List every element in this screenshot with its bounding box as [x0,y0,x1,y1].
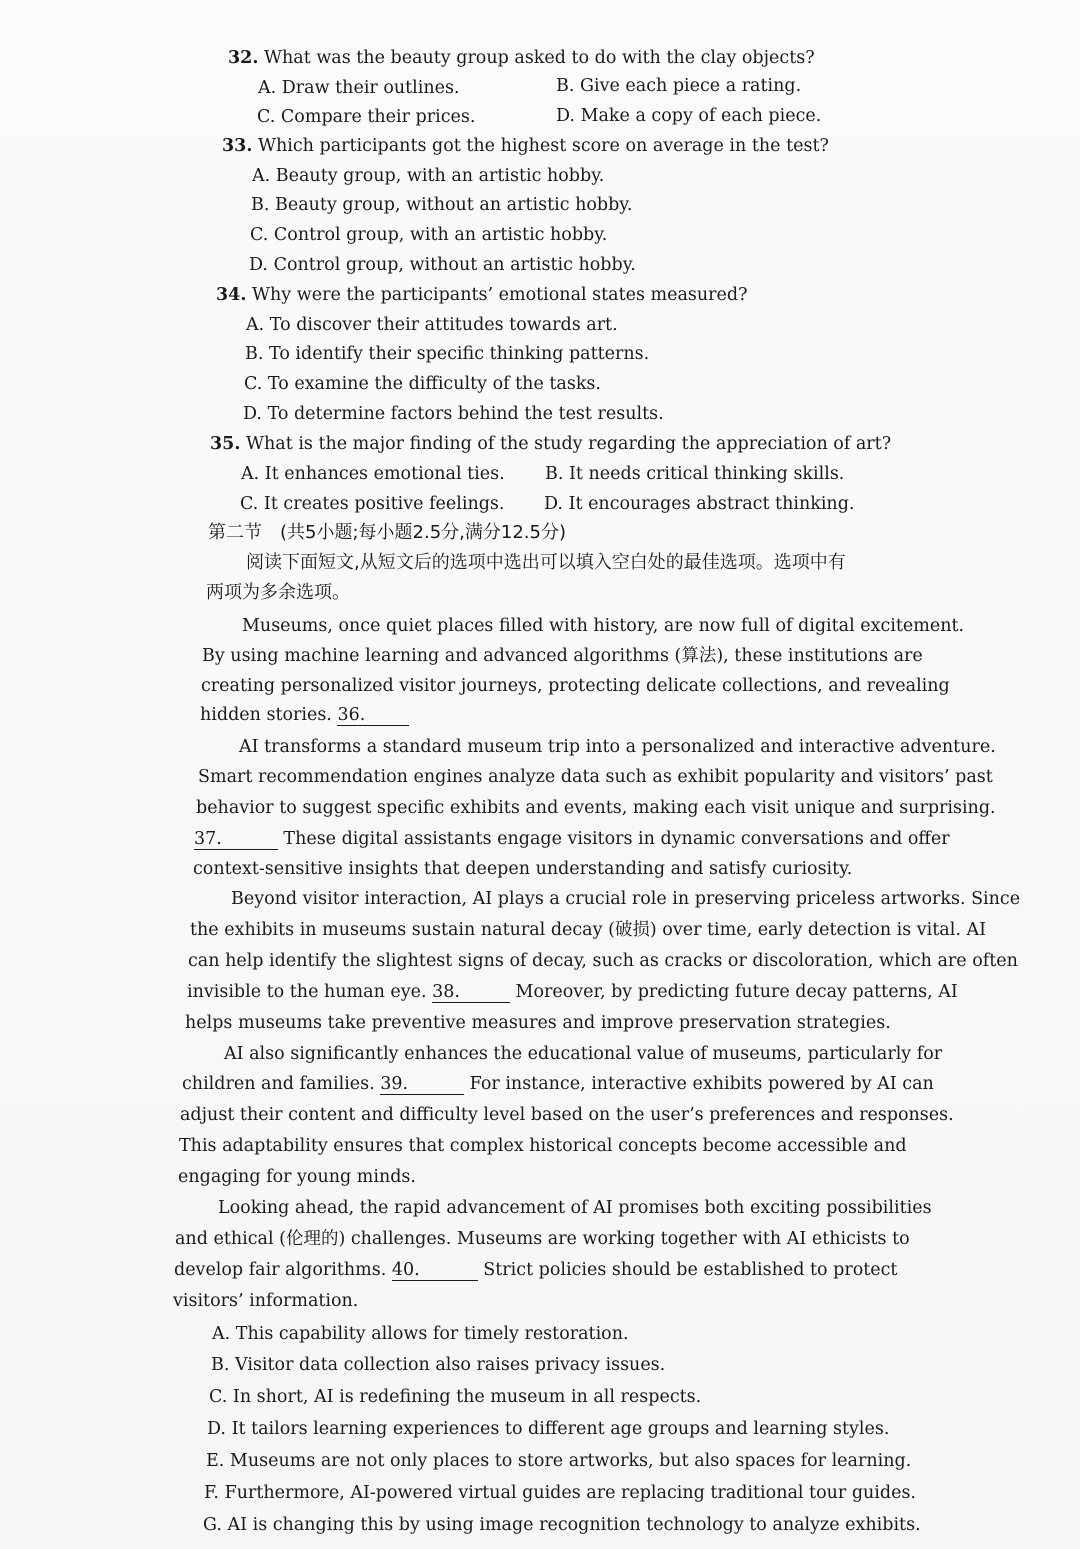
option-letter: G. [203,1515,222,1535]
option-d [207,1417,889,1441]
option-32c [257,105,475,129]
passage-line: and ethical (伦理的) challenges. Museums are working together with AI ethicists to [175,1229,910,1249]
option-text: To identify their specific thinking patterns. [269,344,650,364]
passage-line: creating personalized visitor journeys, protecting delicate collections, and revealing [201,676,950,696]
passage-line: AI transforms a standard museum trip into a personalized and interactive adventure. [239,737,996,757]
option-letter: D. [249,255,268,275]
question-number: 34. [216,285,247,305]
option-a [212,1322,629,1346]
passage-text: Moreover, by predicting future decay patterns, AI [509,982,958,1002]
option-letter: F. [204,1483,219,1503]
option-text: It needs critical thinking skills. [569,464,845,484]
passage-line: context-sensitive insights that deepen understanding and satisfy curiosity. [193,859,853,879]
question-35 [210,432,891,456]
section-heading: 第二节 (共5小题;每小题2.5分,满分12.5分) [208,522,566,543]
option-text: To discover their attitudes towards art. [269,315,618,335]
option-35b [545,462,844,486]
option-letter: C. [257,107,276,127]
blank-number: 38. [432,982,460,1002]
option-letter: D. [243,404,262,424]
option-text: Compare their prices. [280,107,476,127]
passage-line: Museums, once quiet places filled with history, are now full of digital excitement. [242,616,965,636]
passage-line: AI also significantly enhances the educational value of museums, particularly for [224,1044,943,1064]
blank-number: 40. [391,1260,420,1280]
question-32 [228,46,815,70]
blank-39[interactable] [380,1074,464,1095]
passage-text: Strict policies should be established to protect [477,1260,898,1280]
option-b [211,1353,665,1377]
option-letter: B. [211,1355,230,1375]
option-text: Furthermore, AI-powered virtual guides are replacing traditional tour guides. [224,1483,916,1503]
option-text: Control group, without an artistic hobby. [273,255,636,275]
passage-line: behavior to suggest specific exhibits and events, making each visit unique and surprising. [196,798,996,818]
option-letter: B. [556,76,575,96]
option-letter: D. [556,106,575,126]
instruction-line-2: 两项为多余选项。 [206,582,350,603]
passage-line: helps museums take preventive measures and improve preservation strategies. [185,1013,891,1033]
question-number: 32. [228,48,259,68]
passage-line-blank-39 [182,1072,934,1096]
option-text: It creates positive feelings. [263,494,505,514]
option-g [203,1513,921,1537]
question-34 [216,283,748,307]
option-letter: A. [212,1324,231,1344]
option-letter: A. [252,166,271,186]
option-text: Control group, with an artistic hobby. [273,225,608,245]
blank-40[interactable] [392,1260,478,1281]
passage-line: visitors’ information. [173,1291,359,1311]
passage-line: Smart recommendation engines analyze data such as exhibit popularity and visitors’ past [198,767,993,787]
question-stem: Why were the participants’ emotional states measured? [252,285,748,305]
option-letter: A. [246,315,265,335]
option-32a [258,76,460,100]
blank-number: 39. [380,1074,409,1094]
option-letter: A. [258,78,277,98]
option-letter: D. [544,494,563,514]
passage-text: children and families. [182,1074,381,1094]
passage-text: develop fair algorithms. [174,1260,392,1280]
question-stem: What is the major finding of the study regarding the appreciation of art? [246,434,892,454]
option-34c [244,372,601,396]
passage-line-blank-40 [174,1258,897,1282]
blank-38[interactable] [432,982,510,1003]
passage-line: This adaptability ensures that complex historical concepts become accessible and [179,1136,907,1156]
option-33c [250,223,607,247]
option-34d [243,402,664,426]
option-33d [249,253,636,277]
option-text: AI is changing this by using image recognition technology to analyze exhibits. [227,1515,921,1535]
option-text: It tailors learning experiences to different age groups and learning styles. [231,1419,890,1439]
option-text: It encourages abstract thinking. [568,494,855,514]
option-text: To examine the difficulty of the tasks. [267,374,601,394]
option-letter: B. [251,195,270,215]
option-34b [245,342,649,366]
option-letter: C. [240,494,259,514]
question-number: 35. [210,434,241,454]
question-33 [222,134,829,158]
option-text: Beauty group, without an artistic hobby. [275,195,633,215]
option-text: Beauty group, with an artistic hobby. [275,166,605,186]
option-f [204,1481,916,1505]
option-text: Visitor data collection also raises privacy issues. [235,1355,666,1375]
passage-line: By using machine learning and advanced algorithms (算法), these institutions are [202,646,923,666]
option-letter: E. [206,1451,225,1471]
option-text: Draw their outlines. [281,78,460,98]
passage-text: hidden stories. [200,705,338,725]
option-text: In short, AI is redefining the museum in all respects. [232,1387,702,1407]
option-text: To determine factors behind the test results. [267,404,664,424]
option-32b [556,74,801,98]
option-c [209,1385,701,1409]
option-33b [251,193,632,217]
option-text: Make a copy of each piece. [580,106,822,126]
passage-line: the exhibits in museums sustain natural decay (破损) over time, early detection is vital. AI [190,920,987,940]
option-letter: B. [245,344,264,364]
option-33a [252,164,604,188]
option-letter: B. [545,464,564,484]
blank-number: 37. [194,829,222,849]
option-text: Give each piece a rating. [580,76,802,96]
option-35a [241,462,505,486]
option-letter: A. [241,464,260,484]
option-35d [544,492,854,516]
blank-number: 36. [337,705,366,725]
passage-line: adjust their content and difficulty level based on the user’s preferences and responses. [180,1105,954,1125]
passage-text: invisible to the human eye. [187,982,433,1002]
option-letter: C. [250,225,269,245]
option-e [206,1449,911,1473]
passage-line: Beyond visitor interaction, AI plays a crucial role in preserving priceless artworks. Since [231,889,1021,909]
option-text: It enhances emotional ties. [264,464,505,484]
passage-text: For instance, interactive exhibits powered by AI can [464,1074,934,1094]
passage-line: Looking ahead, the rapid advancement of AI promises both exciting possibilities [218,1198,932,1218]
instruction-line-1: 阅读下面短文,从短文后的选项中选出可以填入空白处的最佳选项。选项中有 [246,552,846,573]
option-text: Museums are not only places to store artworks, but also spaces for learning. [229,1451,912,1471]
option-32d [556,104,821,128]
blank-36[interactable] [337,705,409,726]
question-number: 33. [222,136,253,156]
option-34a [246,313,618,337]
question-stem: Which participants got the highest score on average in the test? [258,136,829,156]
question-stem: What was the beauty group asked to do with the clay objects? [264,48,815,68]
option-letter: D. [207,1419,226,1439]
passage-line-blank-36 [200,703,409,727]
passage-line: can help identify the slightest signs of decay, such as cracks or discoloration, which are often [188,951,1018,971]
blank-37[interactable] [194,829,278,850]
passage-line-blank-38 [187,980,958,1004]
option-35c [240,492,504,516]
passage-text: These digital assistants engage visitors in dynamic conversations and offer [277,829,950,849]
option-text: This capability allows for timely restoration. [235,1324,629,1344]
passage-line: engaging for young minds. [178,1167,416,1187]
option-letter: C. [244,374,263,394]
passage-line-blank-37 [194,827,950,851]
option-letter: C. [209,1387,228,1407]
